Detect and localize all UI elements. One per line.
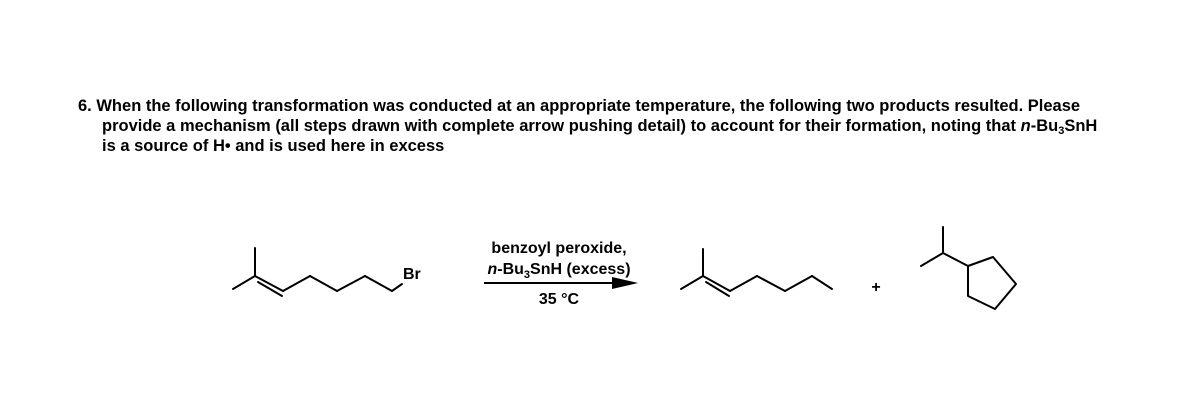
plus-sign: +	[871, 279, 881, 296]
product-2-structure	[921, 227, 1016, 309]
reagent-1: benzoyl peroxide,	[491, 240, 627, 257]
product-1-structure	[681, 249, 832, 296]
reaction-conditions	[484, 240, 638, 308]
bromine-label: Br	[403, 266, 421, 283]
question-line-2: provide a mechanism (all steps drawn with complete arrow pushing detail) to account for their formation, noting that $n-Bu_3SnH$	[102, 117, 1098, 137]
temperature-condition: 35 °C	[538, 291, 580, 308]
question-number: 6.	[78, 97, 92, 115]
arrowhead-icon	[612, 277, 638, 289]
question-line-3: is a source of H• and is used here in excess	[102, 137, 445, 155]
reagent-2: $n-Bu_3SnH$ (excess)	[487, 261, 631, 281]
question-line-1: 6. When the following transformation was conducted at an appropriate temperature, the following two products resulted. Please	[78, 97, 1081, 115]
reactant-structure	[233, 248, 421, 296]
